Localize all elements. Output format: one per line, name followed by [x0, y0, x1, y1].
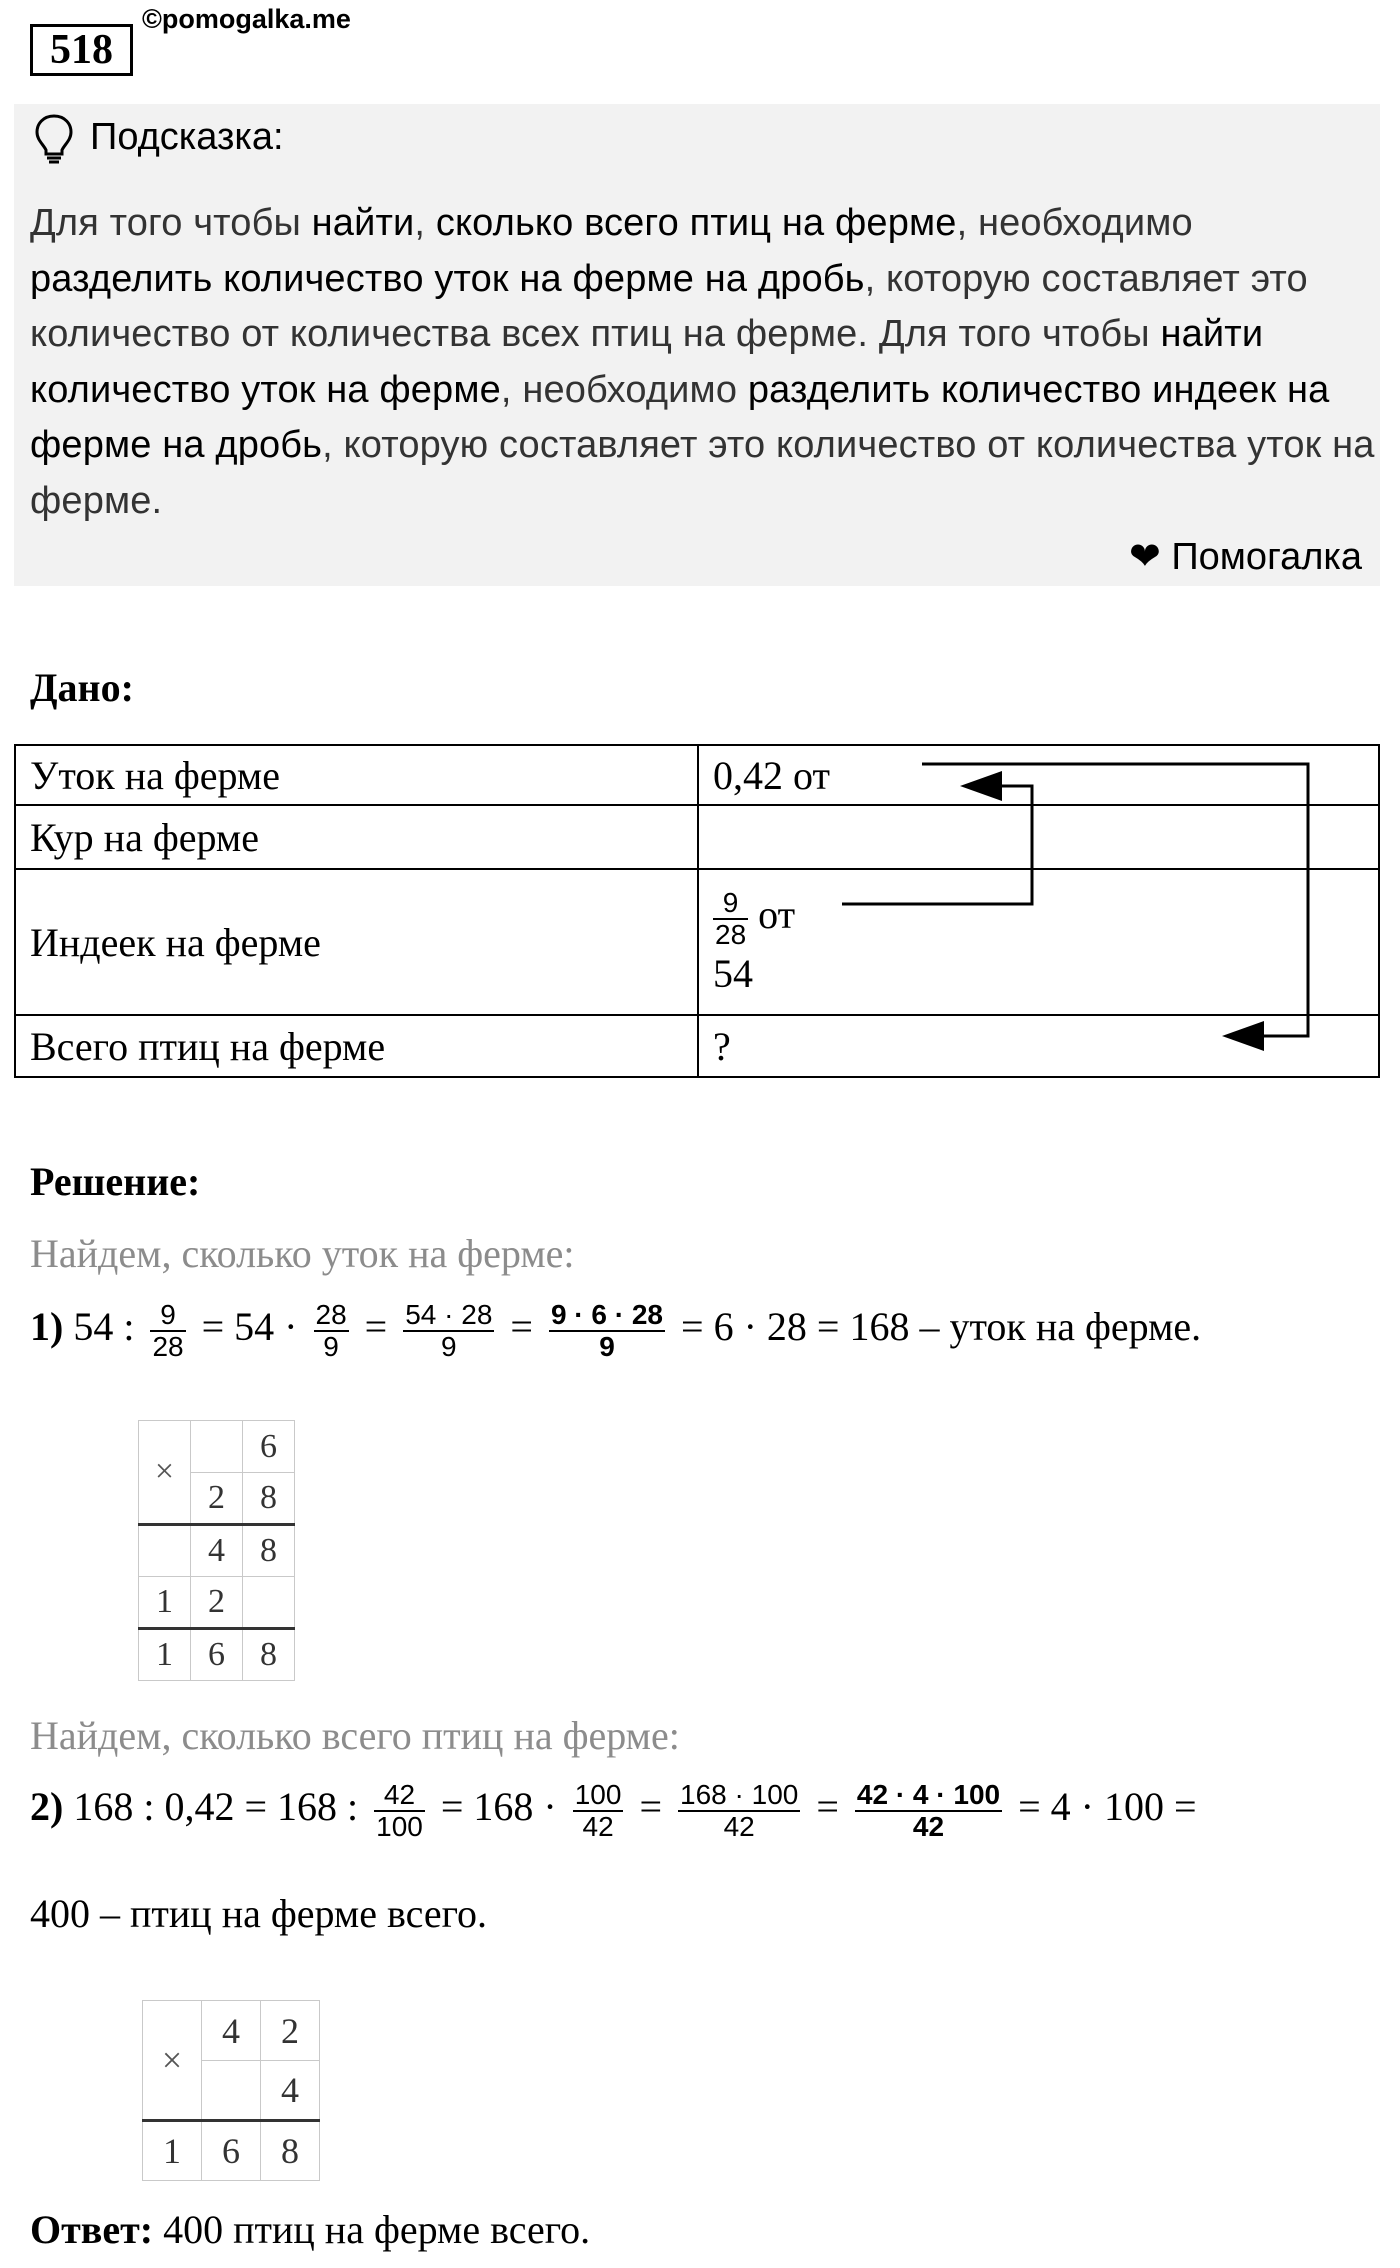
signature: ❤ Помогалка: [1128, 536, 1362, 578]
fraction: $\frac{9}{28}$: [152, 1299, 184, 1362]
step1-intro: Найдем, сколько уток на ферме:: [30, 1231, 575, 1276]
step2-result: 400 – птиц на ферме всего.: [30, 1891, 488, 1936]
given-heading: Дано:: [30, 665, 134, 710]
given-table: [14, 744, 1380, 1078]
watermark: ©pomogalka.me: [142, 4, 351, 34]
fraction: $\frac{100}{42}$: [574, 1779, 622, 1842]
fraction: $\frac{54 \cdot 28}{9}$: [405, 1299, 493, 1362]
lightbulb-icon: [32, 112, 76, 166]
step2-equation: 2) 168 : 0,42 = 168 : $\frac{42}{100}$ = 168 · $\frac{100}{42}$ = $\frac{168 \cdot 100}{42}$ = $\frac{42 \cdot 4 \cdot 100}{42}$ = 4 · 100 =: [30, 1779, 1197, 1842]
hint-text: Для того чтобы найти, сколько всего птиц на ферме, необходимо разделить количество уток на ферме на дробь, которую составляет это количество от количества всех птиц на ферме. Для того чтобы найти количество уток на ферме, необходимо разделить количество индеек на ферме на дробь, которую составляет это количество от количества уток на ферме.: [30, 202, 1375, 522]
task-number: 518: [30, 24, 133, 76]
fraction: $\frac{42 \cdot 4 \cdot 100}{42}$: [856, 1779, 1001, 1842]
answer-label: Ответ:: [30, 2207, 154, 2252]
table-row: [15, 805, 1379, 869]
row-value: [698, 805, 1379, 869]
fraction: $\frac{168 \cdot 100}{42}$: [680, 1779, 799, 1842]
answer-text: 400 птиц на ферме всего.: [153, 2207, 591, 2252]
row-value: ?: [698, 1015, 1379, 1077]
fraction: $\frac{28}{9}$: [315, 1299, 347, 1362]
row-value: 0,42 от: [698, 745, 1379, 805]
fraction: $\frac{9}{28}$: [715, 886, 747, 950]
table-row: [15, 869, 1379, 1015]
step2-intro: Найдем, сколько всего птиц на ферме:: [30, 1713, 680, 1758]
heart-icon: ❤: [1128, 536, 1161, 578]
row-label: Всего птиц на ферме: [15, 1015, 698, 1077]
multiplication-column-1: × 6 2 8 4 8 1 2 1 6 8: [138, 1420, 295, 1681]
table-row: [15, 1015, 1379, 1077]
row-label: Уток на ферме: [15, 745, 698, 805]
answer: [30, 2206, 590, 2253]
multiply-sign: ×: [139, 1421, 191, 1525]
fraction: $\frac{9 \cdot 6 \cdot 28}{9}$: [550, 1299, 664, 1362]
solution-heading: Решение:: [30, 1159, 201, 1204]
multiplication-column-2: × 4 2 4 1 6 8: [142, 2000, 320, 2181]
fraction: $\frac{42}{100}$: [376, 1779, 423, 1842]
row-label: Индеек на ферме: [15, 869, 698, 1015]
multiply-sign: ×: [143, 2001, 202, 2121]
hint-title: Подсказка:: [90, 116, 284, 158]
step1-equation: 1) 54 : $\frac{9}{28}$ = 54 · $\frac{28}{9}$ = $\frac{54 \cdot 28}{9}$ = $\frac{9 \cdot 6 \cdot 28}{9}$ = 6 · 28 = 168 – уток на ферме.: [30, 1299, 1202, 1362]
row-label: Кур на ферме: [15, 805, 698, 869]
table-row: [15, 745, 1379, 805]
row-value: $\frac{9}{28}$ от 54: [698, 869, 1379, 1015]
